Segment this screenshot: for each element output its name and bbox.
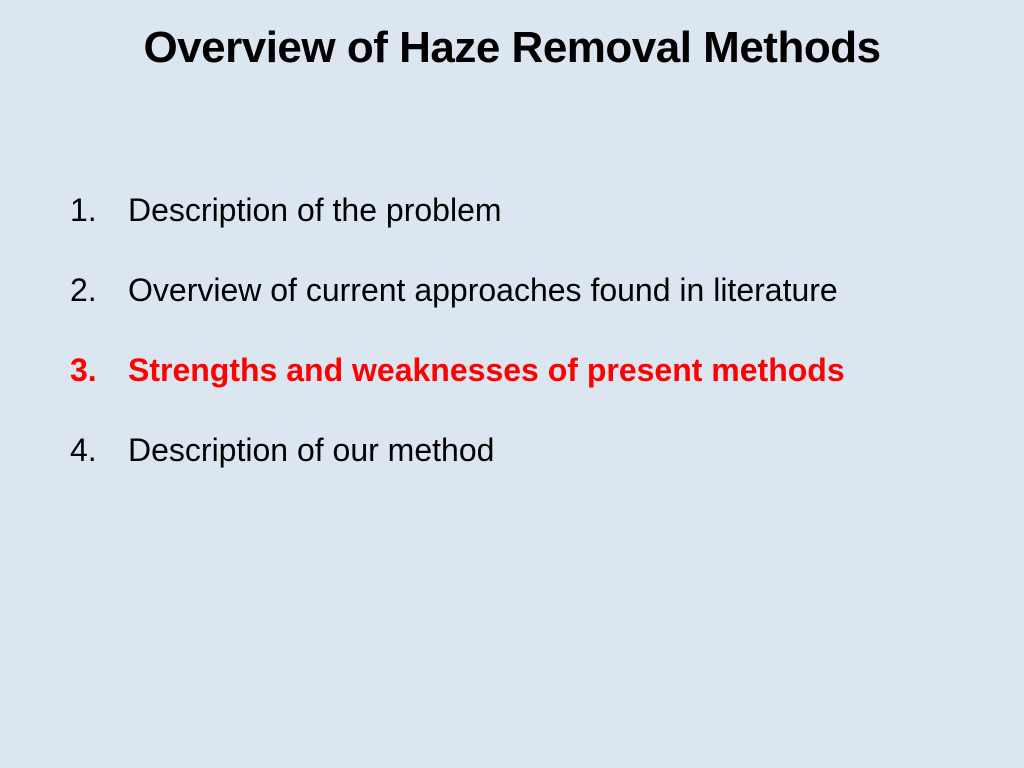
agenda-item-4 (70, 426, 1000, 474)
agenda-item-text: Description of the problem (128, 192, 502, 228)
agenda-item-text: Strengths and weaknesses of present methods (128, 352, 845, 388)
slide-title: Overview of Haze Removal Methods (143, 23, 881, 72)
agenda-item-text: Description of our method (128, 432, 495, 468)
agenda-item-2 (70, 266, 1000, 314)
agenda-item-number: 2. (70, 272, 97, 308)
agenda-item-1 (70, 186, 1000, 234)
agenda-item-text: Overview of current approaches found in literature (128, 272, 838, 308)
agenda-item-number: 1. (70, 192, 97, 228)
agenda-item-3 (70, 346, 1000, 394)
agenda-item-number: 4. (70, 432, 97, 468)
agenda-item-number: 3. (70, 352, 97, 388)
agenda-list (70, 186, 1000, 506)
